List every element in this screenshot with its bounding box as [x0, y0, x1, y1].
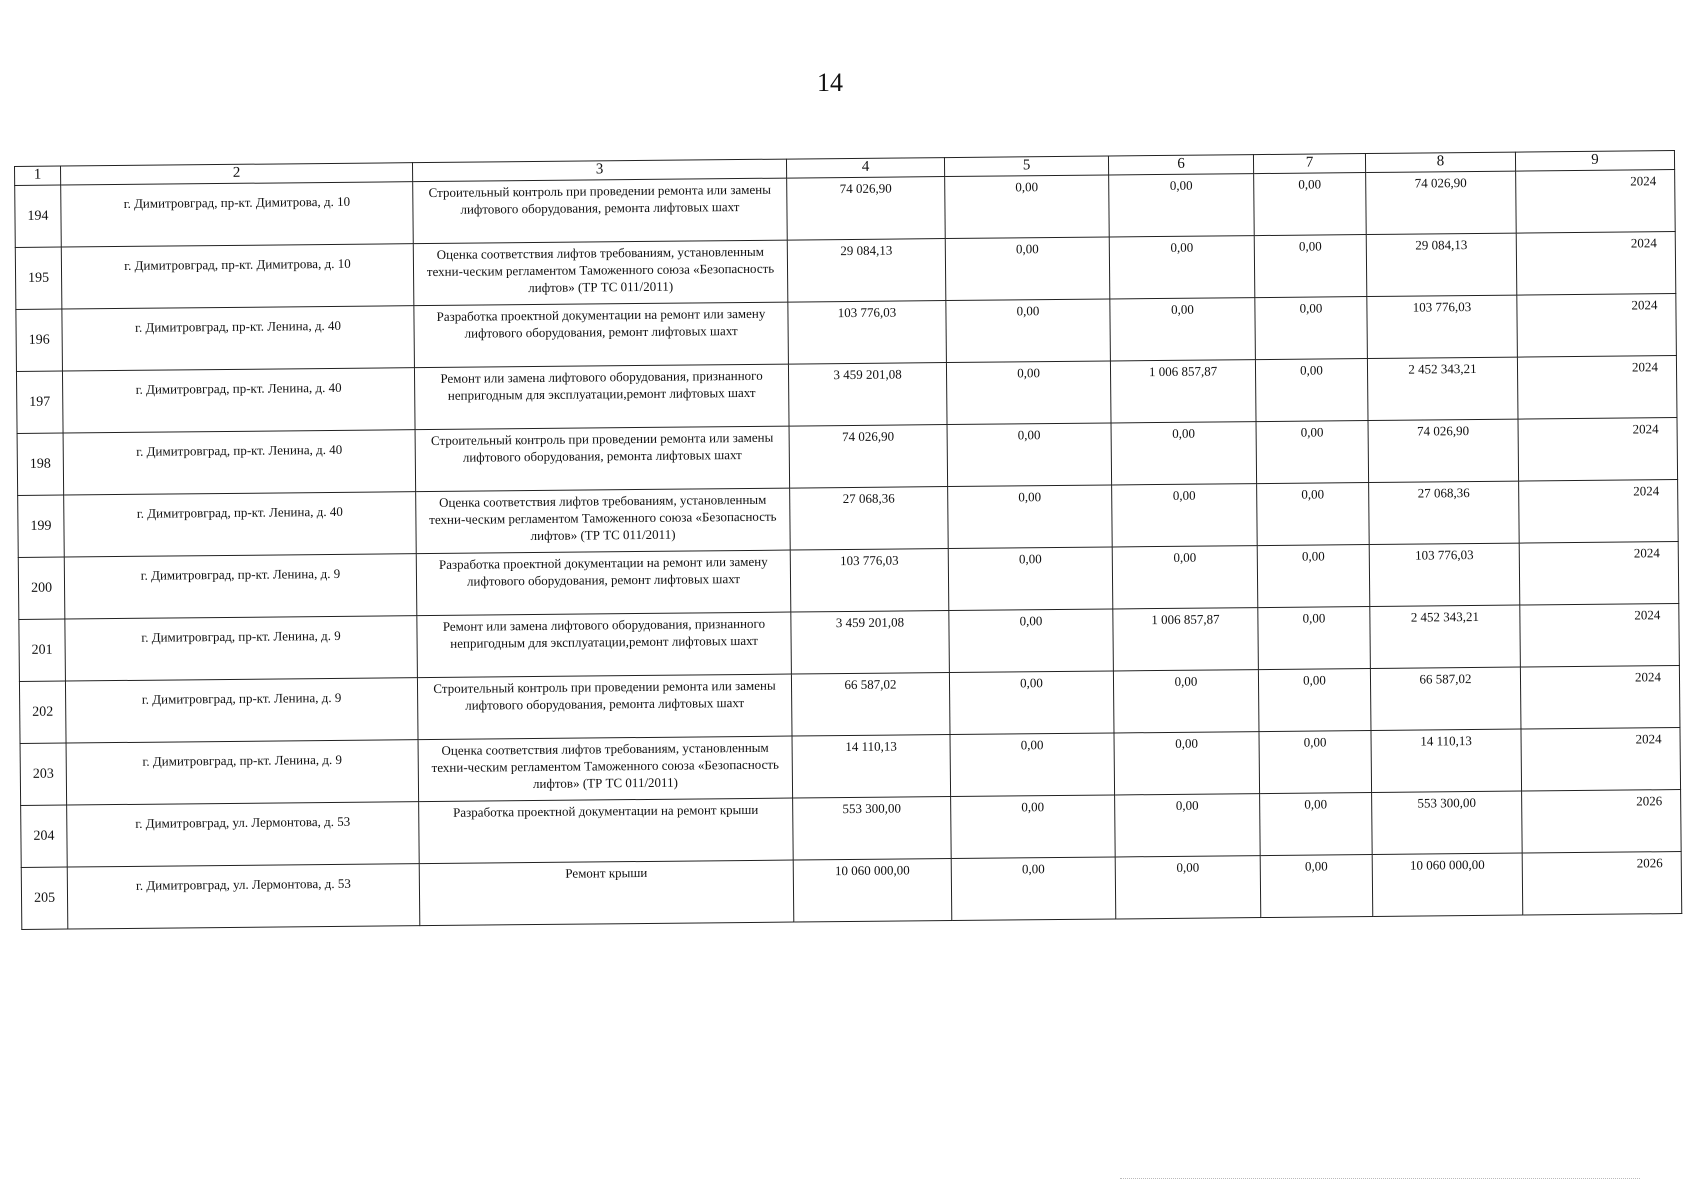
- year-cell: 2024: [1516, 170, 1676, 234]
- column-header: 3: [412, 159, 786, 182]
- col7-cell: 0,00: [1257, 545, 1370, 608]
- col5-cell: 0,00: [948, 547, 1113, 611]
- col5-cell: 0,00: [949, 609, 1114, 673]
- col8-cell: 103 776,03: [1369, 543, 1520, 606]
- work-type-cell: Разработка проектной документации на ремонт или замену лифтового оборудования, ремонт лифтовых шахт: [414, 302, 789, 368]
- total-cost-cell: 29 084,13: [787, 239, 946, 303]
- row-number: 198: [17, 433, 64, 495]
- total-cost-cell: 103 776,03: [788, 301, 947, 365]
- col5-cell: 0,00: [948, 485, 1113, 549]
- total-cost-cell: 3 459 201,08: [791, 611, 950, 675]
- work-type-cell: Оценка соответствия лифтов требованиям, установленным техни-ческим регламентом Таможенного союза «Безопасность лифтов» (ТР ТС 011/2011): [413, 240, 788, 306]
- col8-cell: 14 110,13: [1371, 729, 1522, 792]
- address-cell: г. Димитровград, пр-кт. Ленина, д. 40: [63, 430, 416, 495]
- col8-cell: 10 060 000,00: [1372, 853, 1523, 916]
- address-cell: г. Димитровград, пр-кт. Ленина, д. 40: [62, 306, 415, 371]
- total-cost-cell: 103 776,03: [790, 549, 949, 613]
- col6-cell: 0,00: [1113, 670, 1259, 733]
- row-number: 200: [18, 557, 65, 619]
- col8-cell: 2 452 343,21: [1367, 357, 1518, 420]
- col5-cell: 0,00: [949, 671, 1114, 735]
- col6-cell: 1 006 857,87: [1110, 360, 1256, 423]
- col7-cell: 0,00: [1255, 359, 1368, 422]
- col7-cell: 0,00: [1256, 421, 1369, 484]
- work-type-cell: Строительный контроль при проведении ремонта или замены лифтового оборудования, ремонта лифтовых шахт: [415, 426, 790, 492]
- col6-cell: 1 006 857,87: [1113, 608, 1259, 671]
- year-cell: 2024: [1520, 666, 1680, 730]
- col7-cell: 0,00: [1259, 731, 1372, 794]
- col8-cell: 74 026,90: [1366, 171, 1517, 234]
- work-type-cell: Оценка соответствия лифтов требованиям, установленным техни-ческим регламентом Таможенного союза «Безопасность лифтов» (ТР ТС 011/2011): [416, 488, 791, 554]
- address-cell: г. Димитровград, ул. Лермонтова, д. 53: [67, 864, 420, 929]
- year-cell: 2024: [1517, 294, 1677, 358]
- col7-cell: 0,00: [1260, 854, 1373, 917]
- col7-cell: 0,00: [1258, 607, 1371, 670]
- work-type-cell: Оценка соответствия лифтов требованиям, установленным техни-ческим регламентом Таможенного союза «Безопасность лифтов» (ТР ТС 011/2011): [418, 736, 793, 802]
- column-header: 8: [1365, 152, 1515, 172]
- year-cell: 2024: [1519, 480, 1679, 544]
- row-number: 196: [16, 309, 63, 371]
- year-cell: 2024: [1519, 542, 1679, 606]
- work-type-cell: Разработка проектной документации на ремонт или замену лифтового оборудования, ремонт лифтовых шахт: [416, 550, 791, 616]
- row-number: 199: [18, 495, 65, 557]
- total-cost-cell: 27 068,36: [790, 487, 949, 551]
- col8-cell: 27 068,36: [1369, 481, 1520, 544]
- column-header: 4: [786, 158, 944, 179]
- column-header: 6: [1108, 155, 1253, 175]
- col5-cell: 0,00: [946, 299, 1111, 363]
- year-cell: 2026: [1522, 852, 1682, 916]
- col8-cell: 2 452 343,21: [1370, 605, 1521, 668]
- col6-cell: 0,00: [1110, 298, 1256, 361]
- column-header: 7: [1253, 154, 1365, 174]
- col5-cell: 0,00: [951, 857, 1116, 921]
- table-container: [14, 150, 1681, 930]
- col8-cell: 103 776,03: [1367, 295, 1518, 358]
- col6-cell: 0,00: [1112, 546, 1258, 609]
- address-cell: г. Димитровград, пр-кт. Ленина, д. 9: [65, 678, 418, 743]
- row-number: 194: [15, 185, 62, 247]
- column-header: 2: [61, 163, 413, 185]
- repair-program-table: [14, 150, 1682, 930]
- col6-cell: 0,00: [1115, 794, 1261, 857]
- col8-cell: 74 026,90: [1368, 419, 1519, 482]
- column-header: 5: [944, 156, 1108, 177]
- col8-cell: 66 587,02: [1370, 667, 1521, 730]
- total-cost-cell: 10 060 000,00: [793, 859, 952, 923]
- address-cell: г. Димитровград, ул. Лермонтова, д. 53: [67, 802, 420, 867]
- col5-cell: 0,00: [947, 423, 1112, 487]
- row-number: 195: [15, 247, 62, 309]
- work-type-cell: Ремонт крыши: [419, 860, 794, 926]
- work-type-cell: Строительный контроль при проведении ремонта или замены лифтового оборудования, ремонта лифтовых шахт: [413, 178, 788, 244]
- col6-cell: 0,00: [1112, 484, 1258, 547]
- col7-cell: 0,00: [1254, 235, 1367, 298]
- row-number: 202: [19, 681, 66, 743]
- work-type-cell: Разработка проектной документации на ремонт крыши: [419, 798, 794, 864]
- work-type-cell: Ремонт или замена лифтового оборудования, признанного непригодным для эксплуатации,ремонт лифтовых шахт: [417, 612, 792, 678]
- scan-artifact-line: [1120, 1178, 1640, 1181]
- total-cost-cell: 553 300,00: [793, 797, 952, 861]
- col8-cell: 29 084,13: [1366, 233, 1517, 296]
- col6-cell: 0,00: [1115, 856, 1261, 919]
- year-cell: 2024: [1517, 356, 1677, 420]
- col5-cell: 0,00: [950, 733, 1115, 797]
- col6-cell: 0,00: [1111, 422, 1257, 485]
- row-number: 205: [21, 867, 68, 929]
- address-cell: г. Димитровград, пр-кт. Ленина, д. 40: [64, 492, 417, 557]
- col7-cell: 0,00: [1260, 792, 1373, 855]
- page-number: 14: [817, 68, 843, 97]
- year-cell: 2024: [1520, 604, 1680, 668]
- total-cost-cell: 74 026,90: [789, 425, 948, 489]
- col7-cell: 0,00: [1254, 173, 1367, 236]
- column-header: 9: [1515, 151, 1674, 172]
- row-number: 201: [19, 619, 66, 681]
- total-cost-cell: 74 026,90: [787, 177, 946, 241]
- total-cost-cell: 66 587,02: [791, 673, 950, 737]
- address-cell: г. Димитровград, пр-кт. Димитрова, д. 10: [61, 182, 414, 247]
- row-number: 197: [16, 371, 63, 433]
- column-header: 1: [15, 166, 61, 185]
- col6-cell: 0,00: [1114, 732, 1260, 795]
- row-number: 204: [21, 805, 68, 867]
- work-type-cell: Строительный контроль при проведении ремонта или замены лифтового оборудования, ремонта лифтовых шахт: [417, 674, 792, 740]
- col6-cell: 0,00: [1109, 174, 1255, 237]
- work-type-cell: Ремонт или замена лифтового оборудования, признанного непригодным для эксплуатации,ремонт лифтовых шахт: [414, 364, 789, 430]
- address-cell: г. Димитровград, пр-кт. Ленина, д. 40: [62, 368, 415, 433]
- col7-cell: 0,00: [1257, 483, 1370, 546]
- year-cell: 2024: [1518, 418, 1678, 482]
- year-cell: 2024: [1521, 728, 1681, 792]
- col7-cell: 0,00: [1258, 669, 1371, 732]
- col7-cell: 0,00: [1255, 297, 1368, 360]
- address-cell: г. Димитровград, пр-кт. Димитрова, д. 10: [61, 244, 414, 309]
- col8-cell: 553 300,00: [1372, 791, 1523, 854]
- col5-cell: 0,00: [946, 361, 1111, 425]
- col5-cell: 0,00: [945, 175, 1110, 239]
- total-cost-cell: 3 459 201,08: [788, 363, 947, 427]
- address-cell: г. Димитровград, пр-кт. Ленина, д. 9: [64, 554, 417, 619]
- col6-cell: 0,00: [1109, 236, 1255, 299]
- total-cost-cell: 14 110,13: [792, 735, 951, 799]
- col5-cell: 0,00: [945, 237, 1110, 301]
- address-cell: г. Димитровград, пр-кт. Ленина, д. 9: [65, 616, 418, 681]
- col5-cell: 0,00: [951, 795, 1116, 859]
- year-cell: 2024: [1516, 232, 1676, 296]
- address-cell: г. Димитровград, пр-кт. Ленина, д. 9: [66, 740, 419, 805]
- row-number: 203: [20, 743, 67, 805]
- year-cell: 2026: [1522, 790, 1682, 854]
